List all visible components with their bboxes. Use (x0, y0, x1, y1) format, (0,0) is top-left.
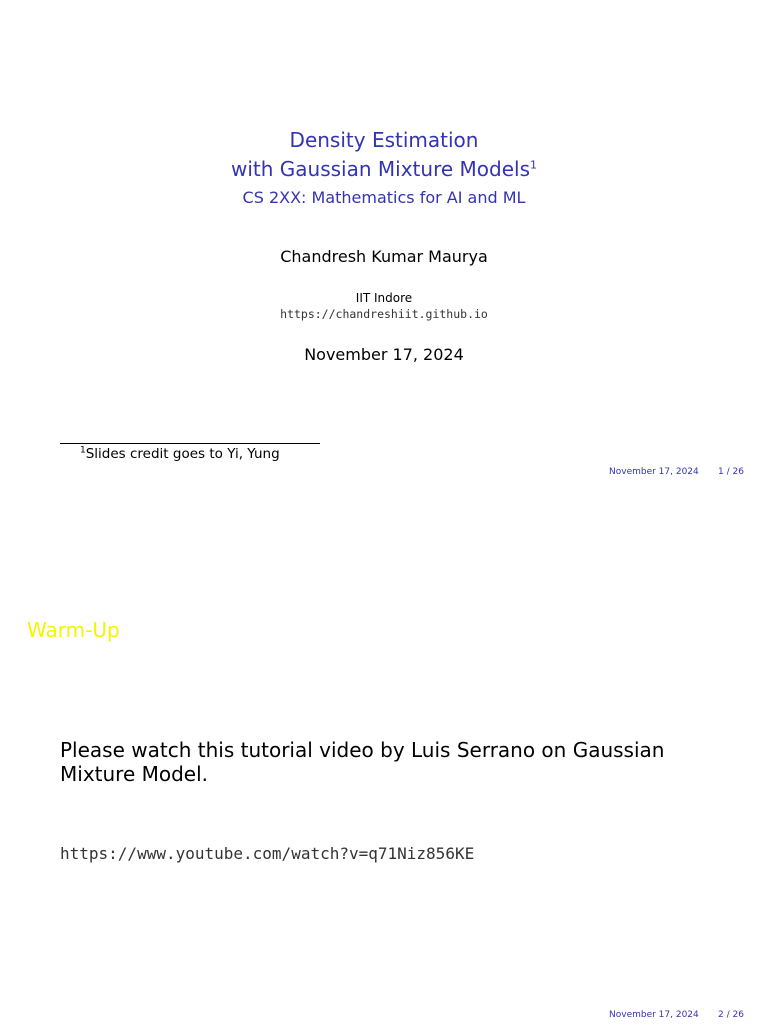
presentation-date: November 17, 2024 (304, 345, 464, 364)
footer-date: November 17, 2024 (609, 467, 699, 477)
footnote-mark: 1 (80, 445, 86, 456)
footer-page-number: 2 / 26 (718, 1010, 744, 1020)
title-line-2-text: with Gaussian Mixture Models (231, 157, 530, 181)
footnote (80, 446, 280, 462)
author: Chandresh Kumar Maurya (280, 247, 488, 266)
footer-page-number: 1 / 26 (718, 467, 744, 477)
footnote-rule (60, 443, 320, 444)
institute: IIT Indore (355, 291, 413, 305)
frame-title: Warm-Up (27, 618, 120, 642)
slide-2 (0, 512, 768, 1024)
title-line-1: Density Estimation (289, 128, 479, 152)
title-line-2 (0, 155, 768, 183)
title-footnote-mark: 1 (529, 158, 537, 172)
subtitle: CS 2XX: Mathematics for AI and ML (242, 188, 526, 207)
author-url[interactable]: https://chandreshiit.github.io (280, 307, 488, 321)
footer-date: November 17, 2024 (609, 1010, 699, 1020)
video-url-link[interactable]: https://www.youtube.com/watch?v=q71Niz856KE (60, 844, 475, 863)
footnote-text: Slides credit goes to Yi, Yung (85, 446, 280, 462)
body-text: Please watch this tutorial video by Luis Serrano on Gaussian Mixture Model. (60, 738, 665, 786)
